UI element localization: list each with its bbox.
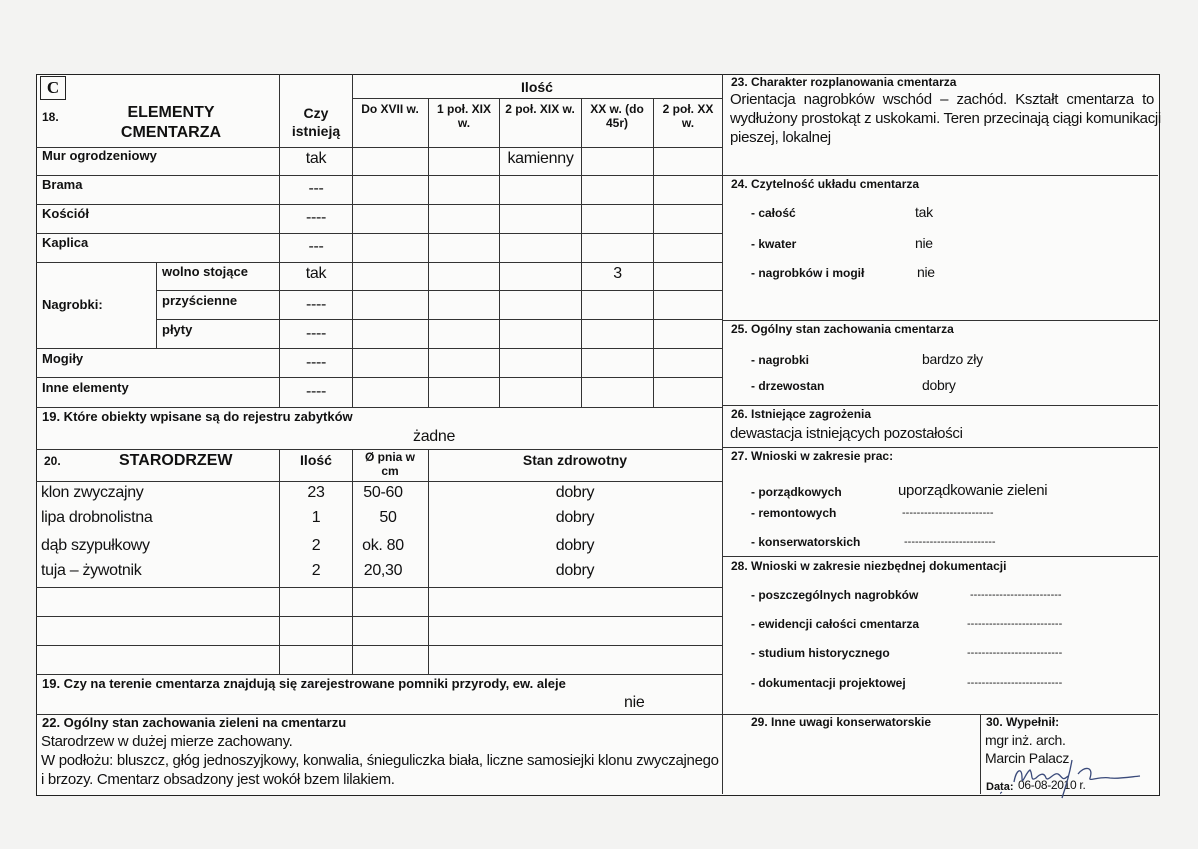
divider [36, 645, 722, 646]
tree-count: 23 [307, 484, 325, 501]
item-label: - nagrobków i mogił [751, 266, 865, 280]
section-23-text: wydłużony prostokąt z uskokami. Teren przecinają ciągi komunikacji [730, 110, 1161, 127]
item-label: - dokumentacji projektowej [751, 676, 906, 690]
signature [1000, 752, 1150, 804]
section-30-title: 30. Wypełnił: [986, 715, 1060, 729]
section-29-title: 29. Inne uwagi konserwatorskie [751, 715, 932, 729]
section-22-text: Starodrzew w dużej mierze zachowany. [41, 733, 293, 750]
date-label: Data: [986, 781, 1014, 793]
tree-name: dąb szypułkowy [41, 537, 150, 554]
section-22-title: 22. Ogólny stan zachowania zieleni na cmentarzu [42, 715, 347, 730]
czy-istnieja-header: Czy istnieją [291, 105, 341, 139]
item-label: - studium historycznego [751, 646, 890, 660]
row-label: Mogiły [42, 351, 84, 366]
item-value: nie [917, 264, 935, 280]
tree-name: tuja – żywotnik [41, 562, 142, 579]
divider [36, 616, 722, 617]
exists-value: ---- [305, 209, 327, 226]
item-label: - konserwatorskich [751, 535, 861, 549]
item-value: ------------------------- [902, 507, 994, 519]
answer-19b: nie [624, 694, 645, 711]
tree-diameter: ok. 80 [362, 537, 404, 554]
period-header: Do XVII w. [361, 102, 419, 116]
tree-name: klon zwyczajny [41, 484, 144, 501]
question-19b: 19. Czy na terenie cmentarza znajdują się zarejestrowane pomniki przyrody, ew. aleje [42, 676, 566, 691]
exists-value: tak [305, 265, 327, 282]
author-title: mgr inż. arch. [985, 732, 1066, 748]
divider [581, 98, 582, 407]
tree-diameter: 50-60 [363, 484, 403, 501]
tree-count: 2 [311, 562, 321, 579]
item-label: - nagrobki [751, 353, 810, 367]
row-label: przyścienne [162, 293, 238, 308]
section-letter: C [40, 76, 66, 100]
item-value: nie [915, 235, 933, 251]
section-23-text: pieszej, lokalnej [730, 129, 831, 146]
row-label: wolno stojące [162, 264, 248, 279]
section-18-number: 18. [42, 110, 59, 124]
section-22-text: i brzozy. Cmentarz obsadzony jest wokół bzem lilakiem. [41, 771, 395, 788]
item-value: tak [915, 204, 933, 220]
divider [156, 319, 722, 320]
item-value: ------------------------- [970, 589, 1062, 601]
item-label: - całość [751, 206, 796, 220]
item-value: -------------------------- [967, 677, 1063, 689]
tree-state: dobry [555, 562, 595, 579]
ilosc-header: Ilość [521, 79, 553, 95]
section-26-text: dewastacja istniejących pozostałości [730, 425, 963, 442]
answer-19a: żadne [413, 428, 456, 445]
exists-value: ---- [305, 354, 327, 371]
divider [722, 175, 1158, 176]
section-23-text: Orientacja nagrobków wschód – zachód. Kształt cmentarza to [730, 91, 1154, 108]
stan-header: Stan zdrowotny [522, 452, 628, 468]
tree-state: dobry [555, 509, 595, 526]
row-label: Mur ogrodzeniowy [42, 148, 157, 163]
tree-state: dobry [555, 537, 595, 554]
divider [36, 674, 722, 675]
divider [352, 74, 353, 407]
divider [36, 262, 722, 263]
section-26-title: 26. Istniejące zagrożenia [731, 407, 872, 421]
question-19a: 19. Które obiekty wpisane są do rejestru zabytków [42, 409, 353, 424]
nagrobki-label: Nagrobki: [42, 297, 103, 312]
item-value: -------------------------- [967, 618, 1063, 630]
divider [980, 714, 981, 794]
divider [722, 74, 723, 714]
period-header: XX w. (do 45r) [590, 102, 644, 130]
period-value: 3 [613, 265, 622, 282]
row-label: płyty [162, 322, 193, 337]
divider [653, 98, 654, 407]
item-label: - kwater [751, 237, 797, 251]
section-20-title: STARODRZEW [119, 452, 233, 469]
exists-value: ---- [305, 383, 327, 400]
divider [722, 714, 723, 794]
section-23-title: 23. Charakter rozplanowania cmentarza [731, 75, 957, 89]
item-label: - drzewostan [751, 379, 825, 393]
row-label: Inne elementy [42, 380, 129, 395]
period-header: 1 poł. XIX w. [436, 102, 491, 130]
section-18-title: ELEMENTY CMENTARZA [120, 104, 222, 141]
tree-state: dobry [555, 484, 595, 501]
exists-value: ---- [305, 296, 327, 313]
period-header: 2 poł. XIX w. [505, 102, 575, 116]
divider [156, 262, 157, 348]
item-value: uporządkowanie zieleni [898, 482, 1048, 499]
divider [36, 481, 722, 482]
section-28-title: 28. Wnioski w zakresie niezbędnej dokumentacji [731, 559, 1007, 573]
section-20-number: 20. [44, 454, 61, 468]
divider [36, 204, 722, 205]
date-value: 06-08-2010 r. [1018, 778, 1086, 792]
exists-value: --- [308, 180, 324, 197]
item-value: bardzo zły [922, 351, 983, 367]
divider [36, 175, 722, 176]
section-25-title: 25. Ogólny stan zachowania cmentarza [731, 322, 954, 336]
item-value: ------------------------- [904, 536, 996, 548]
item-value: -------------------------- [967, 647, 1063, 659]
divider [36, 377, 722, 378]
section-24-title: 24. Czytelność układu cmentarza [731, 177, 920, 191]
pnia-header: Ø pnia w cm [364, 450, 415, 478]
tree-name: lipa drobnolistna [41, 509, 153, 526]
divider [352, 98, 722, 99]
period-value: kamienny [507, 150, 574, 167]
item-label: - remontowych [751, 506, 837, 520]
section-22-text: W podłożu: bluszcz, głóg jednoszyjkowy, konwalia, śnieguliczka biała, liczne samosiejki klonu zwyczajnego [41, 752, 719, 769]
ilosc-header: Ilość [300, 452, 332, 468]
item-value: dobry [922, 377, 956, 393]
divider [722, 447, 1158, 448]
tree-diameter: 20,30 [363, 562, 403, 579]
divider [36, 407, 722, 408]
divider [722, 320, 1158, 321]
divider [428, 98, 429, 407]
exists-value: --- [308, 238, 324, 255]
divider [499, 98, 500, 407]
divider [156, 290, 722, 291]
period-header: 2 poł. XX w. [662, 102, 714, 130]
tree-count: 1 [311, 509, 321, 526]
item-label: - poszczególnych nagrobków [751, 588, 919, 602]
exists-value: tak [305, 150, 327, 167]
tree-count: 2 [311, 537, 321, 554]
author-name: Marcin Palacz [985, 750, 1070, 766]
tree-diameter: 50 [379, 509, 397, 526]
exists-value: ---- [305, 325, 327, 342]
item-label: - porządkowych [751, 485, 842, 499]
divider [36, 587, 722, 588]
row-label: Kaplica [42, 235, 89, 250]
row-label: Kościół [42, 206, 89, 221]
divider [36, 348, 722, 349]
divider [722, 405, 1158, 406]
divider [722, 556, 1158, 557]
section-27-title: 27. Wnioski w zakresie prac: [731, 449, 894, 463]
divider [36, 233, 722, 234]
item-label: - ewidencji całości cmentarza [751, 617, 920, 631]
row-label: Brama [42, 177, 83, 192]
